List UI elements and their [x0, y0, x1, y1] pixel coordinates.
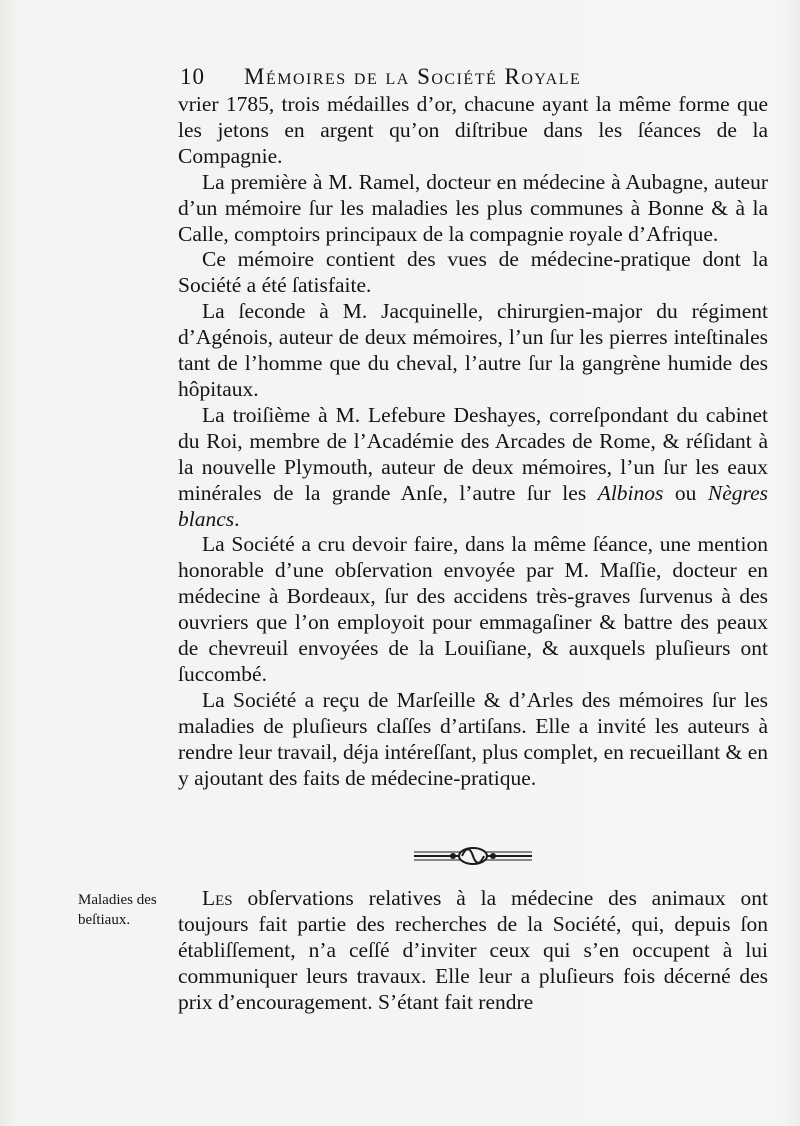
paragraph [178, 886, 768, 1016]
page-number: 10 [180, 64, 205, 89]
margin-note: Maladies des beſtiaux. [78, 892, 157, 928]
paragraph: La Société a reçu de Marſeille & d’Arles des mémoires ſur les maladies de pluſieurs claſſes d’artiſans. Elle a invité les auteurs à rendre leur travail, déja intéreſſant, plus complet, en recueillant & en y ajoutant des faits de médecine-pratique. [178, 687, 768, 790]
main-text [178, 92, 768, 791]
paragraph-text: . [234, 506, 240, 531]
paragraph [178, 403, 768, 533]
section-text [178, 886, 768, 1016]
ornament-divider [408, 843, 538, 869]
paragraph-text: ou [663, 480, 708, 505]
paragraph: La première à M. Ramel, docteur en médecine à Aubagne, auteur d’un mémoire ſur les maladies les plus communes à Bonne & à la Calle, comptoirs principaux de la compagnie royale d’Afrique. [178, 169, 768, 246]
paragraph: La Société a cru devoir faire, dans la même ſéance, une mention honorable d’une obſervation envoyée par M. Maſſie, docteur en médecine à Bordeaux, ſur des accidens très-graves ſurvenus à des ouvriers que l’on employoit pour emmagaſiner & battre des peaux de chevreuil envoyées de la Louiſiane, & auxquels pluſieurs ont ſuccombé. [178, 532, 768, 686]
paragraph-text: obſervations relatives à la médecine des animaux ont toujours fait partie des recherches de la Société, qui, depuis ſon établiſſement, n’a ceſſé d’inviter ceux qui s’en occupent à lui communiquer leurs travaux. Elle leur a pluſieurs fois décerné des prix d’encouragement. S’étant fait rendre [178, 886, 768, 1014]
paragraph-text: La troiſième à M. Lefebure Deshayes, correſpondant du cabinet du Roi, membre de l’Académie des Arcades de Rome, & réſidant à la nouvelle Plymouth, auteur de deux mémoires, l’un ſur les eaux minérales de la grande Anſe, l’autre ſur les [178, 402, 768, 505]
italic-term: Nègres blancs [178, 480, 769, 531]
italic-term: Albinos [597, 480, 664, 505]
paragraph: vrier 1785, trois médailles d’or, chacune ayant la même forme que les jetons en argent qu’on diſtribue dans les ſéances de la Compagnie. [178, 92, 768, 168]
section-lead: Les [202, 886, 233, 910]
paragraph: La ſeconde à M. Jacquinelle, chirurgien-major du régiment d’Agénois, auteur de deux mémoires, l’un ſur les pierres inteſtinales tant de l’homme que du cheval, l’autre ſur la gangrène humide des hôpitaux. [178, 299, 768, 401]
paragraph: Ce mémoire contient des vues de médecine-pratique dont la Société a été ſatisfaite. [178, 247, 768, 298]
running-head: Mémoires de la Société Royale [244, 64, 582, 89]
